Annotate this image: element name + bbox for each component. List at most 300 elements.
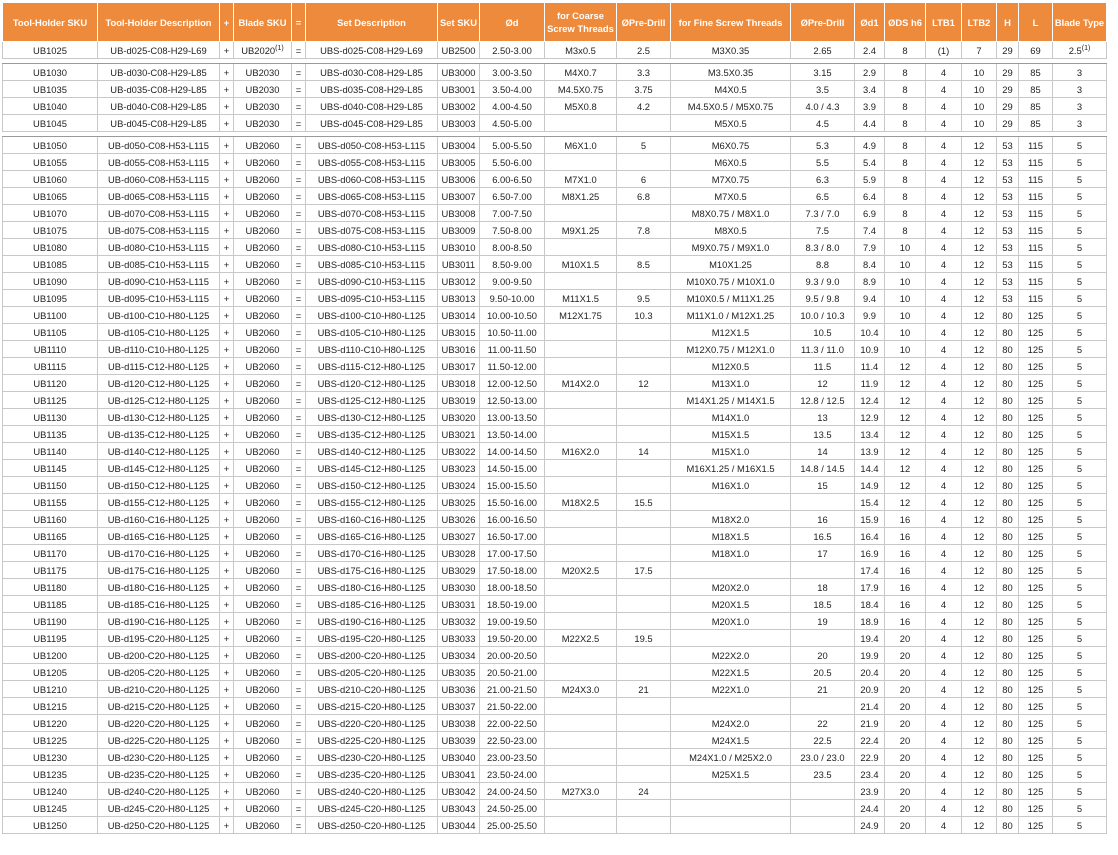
h-cell: 80 [997,562,1019,579]
blade-type-cell: 5 [1053,188,1107,205]
blade-type-cell: 5 [1053,681,1107,698]
ltb2-cell: 12 [962,511,997,528]
set-sku-cell: UB3011 [438,256,480,273]
plus-cell: + [220,307,234,324]
tool-holder-description-cell: UB-d030-C08-H29-L85 [98,64,220,81]
plus-cell: + [220,511,234,528]
blade-type-cell: 5 [1053,579,1107,596]
blade-sku-cell: UB2060 [234,783,292,800]
col-equals: = [292,3,306,42]
l-cell: 125 [1019,341,1053,358]
ds-h6-cell: 12 [885,477,926,494]
fine-pre-drill-cell: 10.5 [791,324,855,341]
set-sku-cell: UB3037 [438,698,480,715]
plus-cell: + [220,528,234,545]
table-row [3,732,1107,749]
equals-cell: = [292,256,306,273]
ltb2-cell: 12 [962,766,997,783]
plus-cell: + [220,494,234,511]
equals-cell: = [292,81,306,98]
ds-h6-cell: 10 [885,256,926,273]
l-cell: 115 [1019,188,1053,205]
blade-sku-cell: UB2060 [234,511,292,528]
tool-holder-description-cell: UB-d055-C08-H53-L115 [98,154,220,171]
ltb1-cell: 4 [926,64,962,81]
product-table-container [2,2,1107,834]
plus-cell: + [220,154,234,171]
l-cell: 125 [1019,749,1053,766]
ltb2-cell: 12 [962,409,997,426]
set-description-cell: UBS-d105-C10-H80-L125 [306,324,438,341]
blade-type-cell: 3 [1053,98,1107,115]
plus-cell: + [220,715,234,732]
d1-cell: 23.4 [855,766,885,783]
set-sku-cell: UB3014 [438,307,480,324]
blade-sku-cell: UB2060 [234,817,292,834]
ds-h6-cell: 8 [885,222,926,239]
diameter-cell: 5.00-5.50 [480,137,545,154]
ltb1-cell: 4 [926,766,962,783]
plus-cell: + [220,579,234,596]
l-cell: 85 [1019,98,1053,115]
coarse-thread-cell [545,766,617,783]
h-cell: 80 [997,664,1019,681]
coarse-thread-cell: M22X2.5 [545,630,617,647]
set-sku-cell: UB3032 [438,613,480,630]
l-cell: 125 [1019,800,1053,817]
fine-thread-cell: M3.5X0.35 [671,64,791,81]
set-sku-cell: UB3004 [438,137,480,154]
ltb1-cell: 4 [926,698,962,715]
l-cell: 115 [1019,154,1053,171]
table-row [3,324,1107,341]
tool-holder-sku-cell: UB1175 [3,562,98,579]
h-cell: 80 [997,358,1019,375]
h-cell: 80 [997,647,1019,664]
ltb2-cell: 12 [962,698,997,715]
equals-cell: = [292,426,306,443]
col-set-description: Set Description [306,3,438,42]
coarse-thread-cell: M24X3.0 [545,681,617,698]
blade-type-cell: 5 [1053,766,1107,783]
coarse-thread-cell: M7X1.0 [545,171,617,188]
blade-sku-cell: UB2060 [234,222,292,239]
diameter-cell: 20.50-21.00 [480,664,545,681]
h-cell: 53 [997,205,1019,222]
ds-h6-cell: 16 [885,511,926,528]
ds-h6-cell: 8 [885,98,926,115]
ds-h6-cell: 16 [885,613,926,630]
diameter-cell: 16.00-16.50 [480,511,545,528]
blade-sku-cell: UB2060 [234,579,292,596]
tool-holder-sku-cell: UB1215 [3,698,98,715]
coarse-pre-drill-cell: 15.5 [617,494,671,511]
plus-cell: + [220,647,234,664]
equals-cell: = [292,307,306,324]
table-row [3,307,1107,324]
blade-type-cell: 5 [1053,817,1107,834]
coarse-thread-cell: M12X1.75 [545,307,617,324]
ltb1-cell: 4 [926,239,962,256]
coarse-pre-drill-cell [617,460,671,477]
set-description-cell: UBS-d230-C20-H80-L125 [306,749,438,766]
fine-pre-drill-cell: 16 [791,511,855,528]
equals-cell: = [292,358,306,375]
col-ltb1: LTB1 [926,3,962,42]
diameter-cell: 10.50-11.00 [480,324,545,341]
blade-sku-cell: UB2060 [234,171,292,188]
diameter-cell: 22.50-23.00 [480,732,545,749]
h-cell: 80 [997,630,1019,647]
plus-cell: + [220,81,234,98]
blade-type-cell: 5 [1053,256,1107,273]
diameter-cell: 24.50-25.00 [480,800,545,817]
ltb1-cell: 4 [926,324,962,341]
fine-pre-drill-cell: 5.3 [791,137,855,154]
equals-cell: = [292,154,306,171]
h-cell: 80 [997,596,1019,613]
tool-holder-description-cell: UB-d040-C08-H29-L85 [98,98,220,115]
fine-pre-drill-cell: 20 [791,647,855,664]
d1-cell: 6.4 [855,188,885,205]
tool-holder-description-cell: UB-d190-C16-H80-L125 [98,613,220,630]
table-row [3,715,1107,732]
blade-type-cell: 2.5$^{(1)}$ [1053,42,1107,59]
tool-holder-description-cell: UB-d230-C20-H80-L125 [98,749,220,766]
coarse-thread-cell: M11X1.5 [545,290,617,307]
table-row [3,256,1107,273]
coarse-thread-cell [545,409,617,426]
fine-pre-drill-cell: 22.5 [791,732,855,749]
coarse-pre-drill-cell [617,698,671,715]
coarse-pre-drill-cell [617,528,671,545]
coarse-thread-cell: M27X3.0 [545,783,617,800]
tool-holder-description-cell: UB-d140-C12-H80-L125 [98,443,220,460]
fine-thread-cell: M18X1.5 [671,528,791,545]
fine-thread-cell: M6X0.5 [671,154,791,171]
plus-cell: + [220,188,234,205]
h-cell: 53 [997,256,1019,273]
diameter-cell: 7.00-7.50 [480,205,545,222]
set-sku-cell: UB3027 [438,528,480,545]
tool-holder-description-cell: UB-d050-C08-H53-L115 [98,137,220,154]
d1-cell: 14.9 [855,477,885,494]
coarse-pre-drill-cell [617,766,671,783]
h-cell: 80 [997,715,1019,732]
l-cell: 125 [1019,426,1053,443]
set-sku-cell: UB3018 [438,375,480,392]
blade-sku-cell: UB2060 [234,409,292,426]
ltb2-cell: 12 [962,579,997,596]
diameter-cell: 12.00-12.50 [480,375,545,392]
blade-sku-cell: UB2020$^{(1)}$ [234,42,292,59]
tool-holder-sku-cell: UB1220 [3,715,98,732]
set-sku-cell: UB3008 [438,205,480,222]
blade-type-cell: 5 [1053,494,1107,511]
coarse-thread-cell [545,528,617,545]
l-cell: 115 [1019,205,1053,222]
table-row [3,81,1107,98]
tool-holder-sku-cell: UB1095 [3,290,98,307]
h-cell: 80 [997,341,1019,358]
blade-type-cell: 5 [1053,647,1107,664]
coarse-pre-drill-cell: 2.5 [617,42,671,59]
fine-thread-cell: M12X0.75 / M12X1.0 [671,341,791,358]
d1-cell: 15.4 [855,494,885,511]
set-sku-cell: UB3019 [438,392,480,409]
col-ltb2: LTB2 [962,3,997,42]
set-sku-cell: UB3022 [438,443,480,460]
coarse-pre-drill-cell [617,749,671,766]
ltb1-cell: 4 [926,426,962,443]
plus-cell: + [220,392,234,409]
ltb2-cell: 12 [962,188,997,205]
tool-holder-description-cell: UB-d225-C20-H80-L125 [98,732,220,749]
col-h: H [997,3,1019,42]
equals-cell: = [292,460,306,477]
equals-cell: = [292,732,306,749]
l-cell: 115 [1019,239,1053,256]
table-body [3,42,1107,834]
fine-thread-cell: M10X0.75 / M10X1.0 [671,273,791,290]
tool-holder-table [2,2,1107,834]
equals-cell: = [292,290,306,307]
coarse-pre-drill-cell [617,205,671,222]
fine-thread-cell: M20X1.0 [671,613,791,630]
l-cell: 125 [1019,681,1053,698]
diameter-cell: 22.00-22.50 [480,715,545,732]
diameter-cell: 6.00-6.50 [480,171,545,188]
d1-cell: 11.4 [855,358,885,375]
plus-cell: + [220,115,234,132]
diameter-cell: 13.00-13.50 [480,409,545,426]
fine-thread-cell: M14X1.25 / M14X1.5 [671,392,791,409]
fine-pre-drill-cell: 12 [791,375,855,392]
diameter-cell: 19.50-20.00 [480,630,545,647]
l-cell: 125 [1019,715,1053,732]
set-sku-cell: UB3023 [438,460,480,477]
ltb2-cell: 12 [962,800,997,817]
fine-pre-drill-cell: 7.3 / 7.0 [791,205,855,222]
ltb2-cell: 12 [962,477,997,494]
ltb2-cell: 12 [962,664,997,681]
equals-cell: = [292,766,306,783]
table-row [3,681,1107,698]
col-fine-threads: for Fine Screw Threads [671,3,791,42]
coarse-pre-drill-cell [617,545,671,562]
fine-pre-drill-cell: 4.0 / 4.3 [791,98,855,115]
ds-h6-cell: 10 [885,324,926,341]
ds-h6-cell: 8 [885,171,926,188]
fine-thread-cell [671,698,791,715]
h-cell: 80 [997,477,1019,494]
fine-thread-cell [671,494,791,511]
diameter-cell: 17.50-18.00 [480,562,545,579]
ltb2-cell: 12 [962,494,997,511]
tool-holder-sku-cell: UB1035 [3,81,98,98]
d1-cell: 13.9 [855,443,885,460]
blade-type-cell: 5 [1053,715,1107,732]
blade-sku-cell: UB2060 [234,596,292,613]
fine-pre-drill-cell: 9.3 / 9.0 [791,273,855,290]
h-cell: 53 [997,239,1019,256]
coarse-pre-drill-cell [617,477,671,494]
equals-cell: = [292,115,306,132]
diameter-cell: 11.00-11.50 [480,341,545,358]
blade-type-cell: 5 [1053,273,1107,290]
ltb2-cell: 12 [962,562,997,579]
h-cell: 80 [997,817,1019,834]
tool-holder-sku-cell: UB1030 [3,64,98,81]
plus-cell: + [220,681,234,698]
table-row [3,171,1107,188]
tool-holder-description-cell: UB-d115-C12-H80-L125 [98,358,220,375]
blade-sku-cell: UB2060 [234,528,292,545]
set-sku-cell: UB3042 [438,783,480,800]
equals-cell: = [292,188,306,205]
col-diameter: Ød [480,3,545,42]
l-cell: 125 [1019,443,1053,460]
blade-type-cell: 5 [1053,154,1107,171]
ds-h6-cell: 12 [885,392,926,409]
h-cell: 29 [997,81,1019,98]
table-row [3,341,1107,358]
d1-cell: 15.9 [855,511,885,528]
equals-cell: = [292,681,306,698]
blade-type-cell: 5 [1053,324,1107,341]
set-description-cell: UBS-d040-C08-H29-L85 [306,98,438,115]
tool-holder-description-cell: UB-d035-C08-H29-L85 [98,81,220,98]
set-sku-cell: UB3028 [438,545,480,562]
coarse-thread-cell [545,239,617,256]
ds-h6-cell: 8 [885,205,926,222]
set-description-cell: UBS-d055-C08-H53-L115 [306,154,438,171]
blade-sku-cell: UB2060 [234,715,292,732]
h-cell: 80 [997,579,1019,596]
l-cell: 125 [1019,817,1053,834]
ltb2-cell: 12 [962,171,997,188]
coarse-pre-drill-cell: 19.5 [617,630,671,647]
plus-cell: + [220,290,234,307]
l-cell: 125 [1019,732,1053,749]
coarse-pre-drill-cell [617,817,671,834]
equals-cell: = [292,477,306,494]
equals-cell: = [292,630,306,647]
d1-cell: 2.9 [855,64,885,81]
coarse-thread-cell [545,647,617,664]
l-cell: 125 [1019,579,1053,596]
ltb1-cell: 4 [926,341,962,358]
ltb2-cell: 12 [962,290,997,307]
set-description-cell: UBS-d235-C20-H80-L125 [306,766,438,783]
set-description-cell: UBS-d060-C08-H53-L115 [306,171,438,188]
l-cell: 115 [1019,222,1053,239]
h-cell: 80 [997,766,1019,783]
fine-pre-drill-cell: 20.5 [791,664,855,681]
d1-cell: 14.4 [855,460,885,477]
ltb1-cell: 4 [926,817,962,834]
l-cell: 125 [1019,477,1053,494]
set-sku-cell: UB3024 [438,477,480,494]
ds-h6-cell: 20 [885,698,926,715]
table-row [3,630,1107,647]
equals-cell: = [292,528,306,545]
fine-thread-cell: M4.5X0.5 / M5X0.75 [671,98,791,115]
l-cell: 125 [1019,324,1053,341]
blade-type-cell: 5 [1053,562,1107,579]
ltb1-cell: 4 [926,222,962,239]
blade-sku-cell: UB2060 [234,749,292,766]
diameter-cell: 2.50-3.00 [480,42,545,59]
plus-cell: + [220,698,234,715]
equals-cell: = [292,494,306,511]
set-description-cell: UBS-d185-C16-H80-L125 [306,596,438,613]
diameter-cell: 15.50-16.00 [480,494,545,511]
ltb2-cell: 12 [962,732,997,749]
table-row [3,222,1107,239]
fine-pre-drill-cell: 14.8 / 14.5 [791,460,855,477]
blade-sku-cell: UB2060 [234,766,292,783]
ds-h6-cell: 10 [885,307,926,324]
h-cell: 80 [997,681,1019,698]
fine-thread-cell [671,800,791,817]
fine-pre-drill-cell: 14 [791,443,855,460]
ltb2-cell: 12 [962,256,997,273]
equals-cell: = [292,647,306,664]
coarse-thread-cell [545,341,617,358]
ltb2-cell: 12 [962,358,997,375]
h-cell: 80 [997,783,1019,800]
h-cell: 80 [997,613,1019,630]
fine-thread-cell: M11X1.0 / M12X1.25 [671,307,791,324]
coarse-pre-drill-cell: 8.5 [617,256,671,273]
diameter-cell: 14.50-15.00 [480,460,545,477]
table-row [3,749,1107,766]
fine-thread-cell: M24X2.0 [671,715,791,732]
l-cell: 125 [1019,392,1053,409]
tool-holder-description-cell: UB-d175-C16-H80-L125 [98,562,220,579]
tool-holder-sku-cell: UB1115 [3,358,98,375]
d1-cell: 4.9 [855,137,885,154]
coarse-pre-drill-cell [617,409,671,426]
h-cell: 80 [997,545,1019,562]
ltb1-cell: 4 [926,511,962,528]
fine-thread-cell: M7X0.75 [671,171,791,188]
ltb2-cell: 10 [962,115,997,132]
set-sku-cell: UB3040 [438,749,480,766]
ds-h6-cell: 16 [885,528,926,545]
coarse-pre-drill-cell [617,664,671,681]
table-row [3,664,1107,681]
tool-holder-description-cell: UB-d045-C08-H29-L85 [98,115,220,132]
col-coarse-pre-drill: ØPre-Drill [617,3,671,42]
ltb1-cell: 4 [926,137,962,154]
coarse-pre-drill-cell [617,239,671,256]
fine-thread-cell: M8X0.75 / M8X1.0 [671,205,791,222]
ds-h6-cell: 8 [885,188,926,205]
table-row [3,545,1107,562]
tool-holder-sku-cell: UB1225 [3,732,98,749]
fine-pre-drill-cell: 23.5 [791,766,855,783]
set-description-cell: UBS-d200-C20-H80-L125 [306,647,438,664]
l-cell: 85 [1019,64,1053,81]
blade-sku-cell: UB2060 [234,681,292,698]
blade-type-cell: 5 [1053,171,1107,188]
fine-thread-cell: M18X1.0 [671,545,791,562]
equals-cell: = [292,664,306,681]
set-description-cell: UBS-d180-C16-H80-L125 [306,579,438,596]
set-sku-cell: UB3038 [438,715,480,732]
